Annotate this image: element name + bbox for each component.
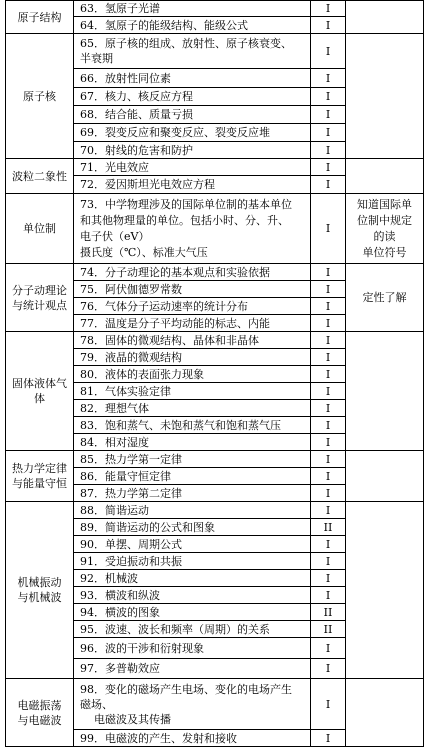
table-row	[6, 194, 424, 264]
level-cell: I	[311, 1, 346, 17]
syllabus-table	[5, 0, 424, 747]
item-cell	[74, 621, 311, 638]
level-cell: I	[311, 366, 346, 383]
topic-label: 固体液体气	[12, 377, 67, 390]
level-cell: I	[311, 451, 346, 468]
topic-label: 原子核	[23, 89, 56, 103]
item-cell	[74, 124, 311, 142]
topic-label: 波粒二象性	[12, 169, 67, 183]
item-text: 79．液晶的微观结构	[80, 350, 182, 364]
item-text: 86．能量守恒定律	[80, 469, 171, 483]
level-cell: I	[311, 142, 346, 159]
topic-label: 与机械波	[17, 591, 62, 604]
level-cell: I	[311, 417, 346, 434]
item-text: 78．固体的微观结构、晶体和非晶体	[80, 333, 259, 347]
topic-label: 与统计观点	[12, 298, 67, 312]
item-cell	[74, 502, 311, 519]
level-cell: I	[311, 502, 346, 519]
item-text: 89．简谐运动的公式和图象	[80, 520, 215, 534]
item-text: 64．氢原子的能级结构、能级公式	[80, 18, 248, 32]
item-text: 电子伏（eV）	[80, 229, 150, 243]
topic-cell	[6, 679, 74, 747]
item-cell	[74, 1, 311, 17]
item-text: 66．放射性同位素	[80, 71, 171, 85]
item-text: 65．原子核的组成、放射性、原子核衰变、	[80, 37, 292, 50]
item-text: 96．波的干涉和衍射现象	[80, 641, 204, 655]
item-cell	[74, 142, 311, 159]
remark-text: 知道国际单	[357, 197, 412, 211]
item-cell	[74, 34, 311, 69]
item-cell	[74, 638, 311, 659]
topic-label: 原子结构	[17, 10, 62, 24]
level-cell: I	[311, 106, 346, 124]
item-cell	[74, 349, 311, 366]
item-cell	[74, 176, 311, 194]
table-row	[6, 159, 424, 176]
item-cell	[74, 281, 311, 298]
level-cell: I	[311, 315, 346, 332]
remark-text: 定性了解	[362, 291, 407, 304]
item-text: 91．受迫振动和共振	[80, 554, 182, 568]
remark-text: 单位符号	[362, 245, 407, 259]
topic-label: 分子动理论	[12, 283, 67, 297]
item-cell	[74, 659, 311, 679]
remark-cell	[346, 194, 424, 264]
topic-label: 电磁振荡	[17, 698, 62, 712]
item-text: 88．简谐运动	[80, 503, 149, 517]
level-cell: I	[311, 124, 346, 142]
item-text: 63．氢原子光谱	[80, 2, 160, 15]
item-text: 99．电磁波的产生、发射和接收	[80, 731, 237, 745]
topic-cell	[6, 34, 74, 159]
level-cell: I	[311, 264, 346, 281]
item-text: 98．变化的磁场产生电场、变化的电场产生	[80, 682, 292, 696]
item-text: 81．气体实验定律	[80, 384, 171, 398]
topic-cell	[6, 332, 74, 451]
item-text: 71．光电效应	[80, 160, 149, 174]
remark-text: 的读	[373, 229, 396, 243]
topic-cell	[6, 159, 74, 194]
item-text: 74．分子动理论的基本观点和实验依据	[80, 265, 270, 279]
item-cell	[74, 730, 311, 747]
remark-cell	[346, 264, 424, 332]
item-cell	[74, 587, 311, 604]
level-cell: I	[311, 434, 346, 451]
topic-label: 机械振动	[17, 576, 62, 589]
item-cell	[74, 536, 311, 553]
item-cell	[74, 69, 311, 88]
syllabus-body	[6, 1, 424, 747]
remark-cell	[346, 34, 424, 159]
item-cell	[74, 366, 311, 383]
item-text: 93．横波和纵波	[80, 588, 160, 602]
level-cell: II	[311, 621, 346, 638]
item-cell	[74, 485, 311, 502]
topic-label: 与电磁波	[17, 713, 62, 727]
topic-label: 体	[34, 392, 45, 405]
level-cell: I	[311, 332, 346, 349]
level-cell: I	[311, 69, 346, 88]
topic-cell	[6, 264, 74, 332]
item-text: 92．机械波	[80, 571, 138, 585]
item-cell	[74, 604, 311, 621]
item-text: 80．液体的表面张力现象	[80, 367, 204, 381]
level-cell: I	[311, 17, 346, 34]
topic-cell	[6, 1, 74, 34]
table-row	[6, 264, 424, 281]
item-text: 95．波速、波长和频率（周期）的关系	[80, 622, 270, 636]
topic-label: 热力学定律	[12, 462, 67, 475]
topic-label: 与能量守恒	[12, 477, 67, 490]
level-cell: I	[311, 536, 346, 553]
item-text: 摄氏度（℃）、标准大气压	[80, 245, 208, 259]
item-cell	[74, 88, 311, 106]
item-cell	[74, 332, 311, 349]
item-cell	[74, 159, 311, 176]
level-cell: I	[311, 88, 346, 106]
item-text: 和其他物理量的单位。包括小时、分、升、	[80, 213, 289, 227]
level-cell: II	[311, 604, 346, 621]
item-cell	[74, 519, 311, 536]
table-row	[6, 451, 424, 468]
item-text: 83．饱和蒸气、未饱和蒸气和饱和蒸气压	[80, 418, 281, 432]
level-cell: I	[311, 485, 346, 502]
level-cell: I	[311, 553, 346, 570]
item-text: 82．理想气体	[80, 401, 149, 415]
item-text: 69．裂变反应和聚变反应、裂变反应堆	[80, 126, 270, 139]
level-cell: I	[311, 638, 346, 659]
topic-cell	[6, 194, 74, 264]
level-cell: I	[311, 194, 346, 264]
item-text: 77．温度是分子平均动能的标志、内能	[80, 316, 270, 330]
item-text: 97．多普勒效应	[80, 662, 160, 675]
level-cell: I	[311, 298, 346, 315]
item-cell	[74, 264, 311, 281]
level-cell: I	[311, 659, 346, 679]
item-text: 半衰期	[80, 52, 113, 65]
table-row	[6, 34, 424, 69]
remark-cell	[346, 679, 424, 747]
remark-cell	[346, 451, 424, 502]
level-cell: I	[311, 679, 346, 730]
level-cell: I	[311, 468, 346, 485]
item-text: 85．热力学第一定律	[80, 452, 182, 466]
level-cell: I	[311, 159, 346, 176]
item-cell	[74, 468, 311, 485]
level-cell: I	[311, 281, 346, 298]
item-text: 84．相对湿度	[80, 435, 149, 449]
remark-cell	[346, 1, 424, 34]
level-cell: I	[311, 730, 346, 747]
item-cell	[74, 17, 311, 34]
item-text: 68．结合能、质量亏损	[80, 108, 193, 121]
item-cell	[74, 383, 311, 400]
level-cell: I	[311, 587, 346, 604]
item-text: 87．热力学第二定律	[80, 486, 182, 500]
item-cell	[74, 315, 311, 332]
item-text: 76．气体分子运动速率的统计分布	[80, 299, 248, 313]
item-cell	[74, 434, 311, 451]
table-row	[6, 1, 424, 17]
item-cell	[74, 570, 311, 587]
item-text: 73．中学物理涉及的国际单位制的基本单位	[80, 197, 292, 211]
item-cell	[74, 194, 311, 264]
item-text: 72．爱因斯坦光电效应方程	[80, 178, 215, 191]
item-cell	[74, 106, 311, 124]
item-text: 电磁波及其传播	[94, 712, 171, 726]
topic-cell	[6, 502, 74, 679]
table-row	[6, 332, 424, 349]
item-text: 94．横波的图象	[80, 605, 160, 619]
item-text: 75．阿伏伽德罗常数	[80, 282, 182, 296]
item-cell	[74, 417, 311, 434]
item-cell	[74, 679, 311, 730]
level-cell: I	[311, 383, 346, 400]
level-cell: I	[311, 349, 346, 366]
level-cell: II	[311, 519, 346, 536]
topic-cell	[6, 451, 74, 502]
remark-text: 位制中规定	[357, 213, 412, 227]
level-cell: I	[311, 570, 346, 587]
item-text: 67．核力、核反应方程	[80, 90, 193, 103]
topic-label: 单位制	[23, 221, 56, 235]
remark-cell	[346, 502, 424, 679]
level-cell: I	[311, 34, 346, 69]
item-text: 90．单摆、周期公式	[80, 537, 182, 551]
remark-cell	[346, 159, 424, 194]
level-cell: I	[311, 176, 346, 194]
item-cell	[74, 451, 311, 468]
item-cell	[74, 553, 311, 570]
item-text: 70．射线的危害和防护	[80, 143, 193, 157]
level-cell: I	[311, 400, 346, 417]
table-row	[6, 679, 424, 730]
table-row	[6, 502, 424, 519]
item-cell	[74, 400, 311, 417]
item-text: 磁场、	[80, 697, 113, 711]
remark-cell	[346, 332, 424, 451]
item-cell	[74, 298, 311, 315]
